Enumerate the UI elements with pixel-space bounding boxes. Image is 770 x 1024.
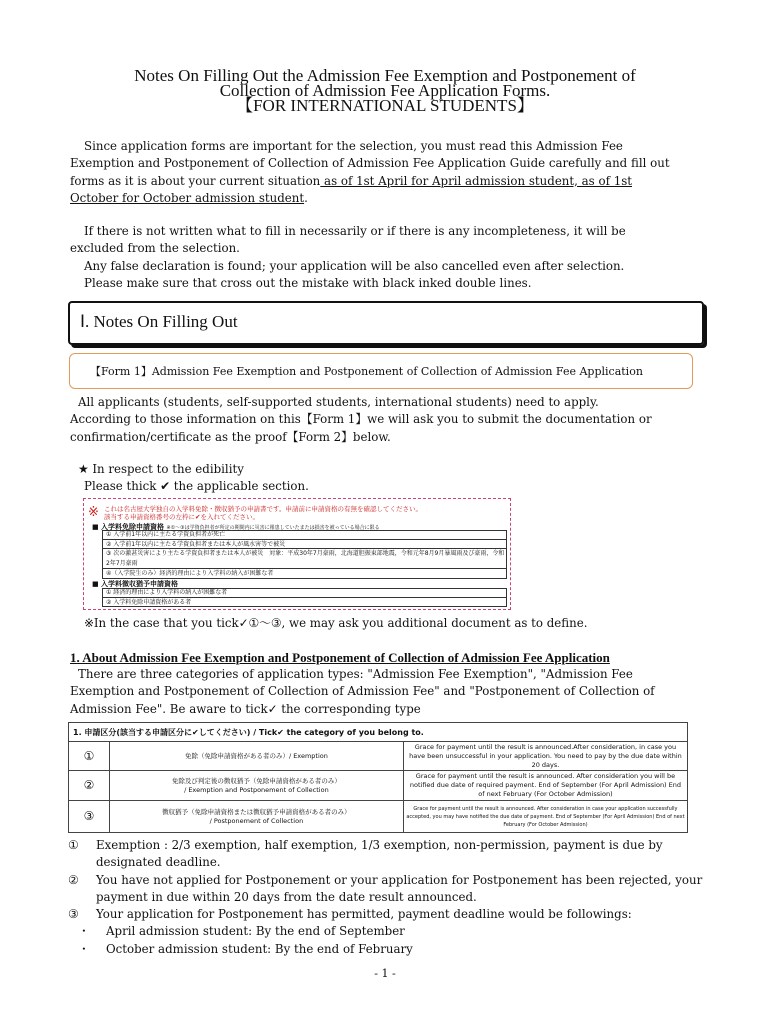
categories-paragraph: There are three categories of application types: "Admission Fee Exemption", "Admission Fee Exemption and Postponement of Collection of Admission Fee" and "Postponement of Collection of Admission Fee". Be aware to tick✓ the corresponding type — [70, 667, 655, 716]
applicants-paragraph: All applicants (students, self-supported students, international students) need to apply. According to those information on this【Form 1】we will ask you to submit the documentation or confirmation/certificate as the proof【Form 2】below. — [70, 395, 652, 444]
page-number: - 1 - — [374, 967, 396, 980]
list-item: ④（入学院生のみ）経済的理由により入学料の納入が困難な者 — [102, 569, 507, 579]
list-item: ・ April admission student: By the end of September — [78, 924, 405, 939]
page-title: Notes On Filling Out the Admission Fee Exemption and Postponement of Collection of Admission Fee Application Forms. 【FOR INTERNATIONAL STUDENTS】 — [134, 66, 636, 115]
notes-list: ① Exemption : 2/3 exemption, half exemption, 1/3 exemption, non-permission, payment is due by designated deadline. ② You have not applied for Postponement or your application for Postponement has been rejected, your payment in due within 20 days from the date result announced. ③ Your application for Postponement has permitted, payment deadline would be followings: ・ April admission student: By the end of September ・ October admission student: By the end of February — [68, 837, 702, 958]
form1-label: 【Form 1】Admission Fee Exemption and Postponement of Collection of Admission Fee Application — [69, 353, 693, 389]
section-title: Ⅰ. Notes On Filling Out — [80, 312, 238, 331]
sample-form-excerpt: ※ これは名古屋大学独自の入学料免除・徴収猶予の申請書です。申請前に申請資格の有無を確認してください。 該当する申請資格番号の左枠に✔を入れてください。 ■ 入学料免除申請資格 ※①～③は学資負担者が所定の期間内に災害に罹患していたまたは損害を被っている場合に限る ① 入学前1年以内に主たる学資負担者が死亡 ② 入学前1年以内に主たる学資負担者または本人が風水害等で被災 ③ 次の激甚災害により主たる学資負担者または本人が被災 対象：平成30年7月豪雨，北海道胆振東部地震，令和元年8月9月暴風雨及び豪雨，令和2年7月豪雨 ④（入学院生のみ）経済的理由により入学料の納入が困難な者 ■ 入学料徴収猶予申請資格 ① 経済的理由により入学料の納入が困難な者 ② 入学料免除申請資格がある者 — [83, 498, 511, 610]
list-item: ① 入学前1年以内に主たる学資負担者が死亡 — [102, 530, 507, 540]
table-row: ③ 徴収猶予（免除申請資格または徴収猶予申請資格がある者のみ） / Postponement of Collection Grace for payment until the result is announced. After consideration in case your application successfully accepted, you may have notified the due date of payment. End of September (For April Admission) End of next February (For October Admission) — [69, 801, 688, 833]
table-row: ② 免除及び判定後の徴収猶予（免除申請資格がある者のみ） / Exemption and Postponement of Collection Grace for payment until the result is announced. After consideration you will be notified due date of required payment. End of September (For April Admission) End of next February (For October Admission) — [69, 771, 688, 801]
case-note: ※In the case that you tick✓①～③, we may ask you additional document as to define. — [84, 616, 588, 630]
list-item: ③ 次の激甚災害により主たる学資負担者または本人が被災 対象：平成30年7月豪雨，北海道胆振東部地震，令和元年8月9月暴風雨及び豪雨，令和2年7月豪雨 — [102, 549, 507, 569]
category-checkbox[interactable]: ③ — [69, 801, 110, 833]
category-table — [68, 722, 688, 833]
exemption-qualification-heading: ■ 入学料免除申請資格 ※①～③は学資負担者が所定の期間内に災害に罹患していたまたは損害を被っている場合に限る — [92, 523, 380, 531]
postponement-qualification-heading: ■ 入学料徴収猶予申請資格 — [92, 580, 179, 588]
table-header: 1. 申請区分(該当する申請区分に✔してください) / Tick✔ the category of you belong to. — [69, 723, 688, 742]
edibility-note: ★ In respect to the edibility Please thick ✔ the applicable section. — [78, 462, 309, 494]
reference-mark: ※ — [88, 505, 99, 520]
list-item: ① 経済的理由により入学料の納入が困難な者 — [102, 588, 507, 598]
list-item: ② 入学料免除申請資格がある者 — [102, 598, 507, 608]
table-row: ① 免除（免除申請資格がある者のみ）/ Exemption Grace for payment until the result is announced.After consideration, in case you have been unsuccessful in your application. You need to pay by the due date within 20 days. — [69, 742, 688, 771]
list-item: ② 入学前1年以内に主たる学資負担者または本人が風水害等で被災 — [102, 540, 507, 550]
intro-paragraph: Since application forms are important for the selection, you must read this Admission Fee Exemption and Postponement of Collection of Admission Fee Application Guide carefully and fill out forms as it is about your current situation as of 1st April for April admission student, as of 1st October for October admission student. — [70, 139, 670, 205]
warning-paragraph: If there is not written what to fill in necessarily or if there is any incompleteness, it will be excluded from the selection. Any false declaration is found; your application will be also cancelled even after selection. Please make sure that cross out the mistake with black inked double lines. — [70, 224, 626, 290]
category-checkbox[interactable]: ① — [69, 742, 110, 771]
category-checkbox[interactable]: ② — [69, 771, 110, 801]
section-heading: 1. About Admission Fee Exemption and Postponement of Collection of Admission Fee Application — [70, 650, 610, 665]
list-item: ・ October admission student: By the end of February — [78, 941, 413, 956]
